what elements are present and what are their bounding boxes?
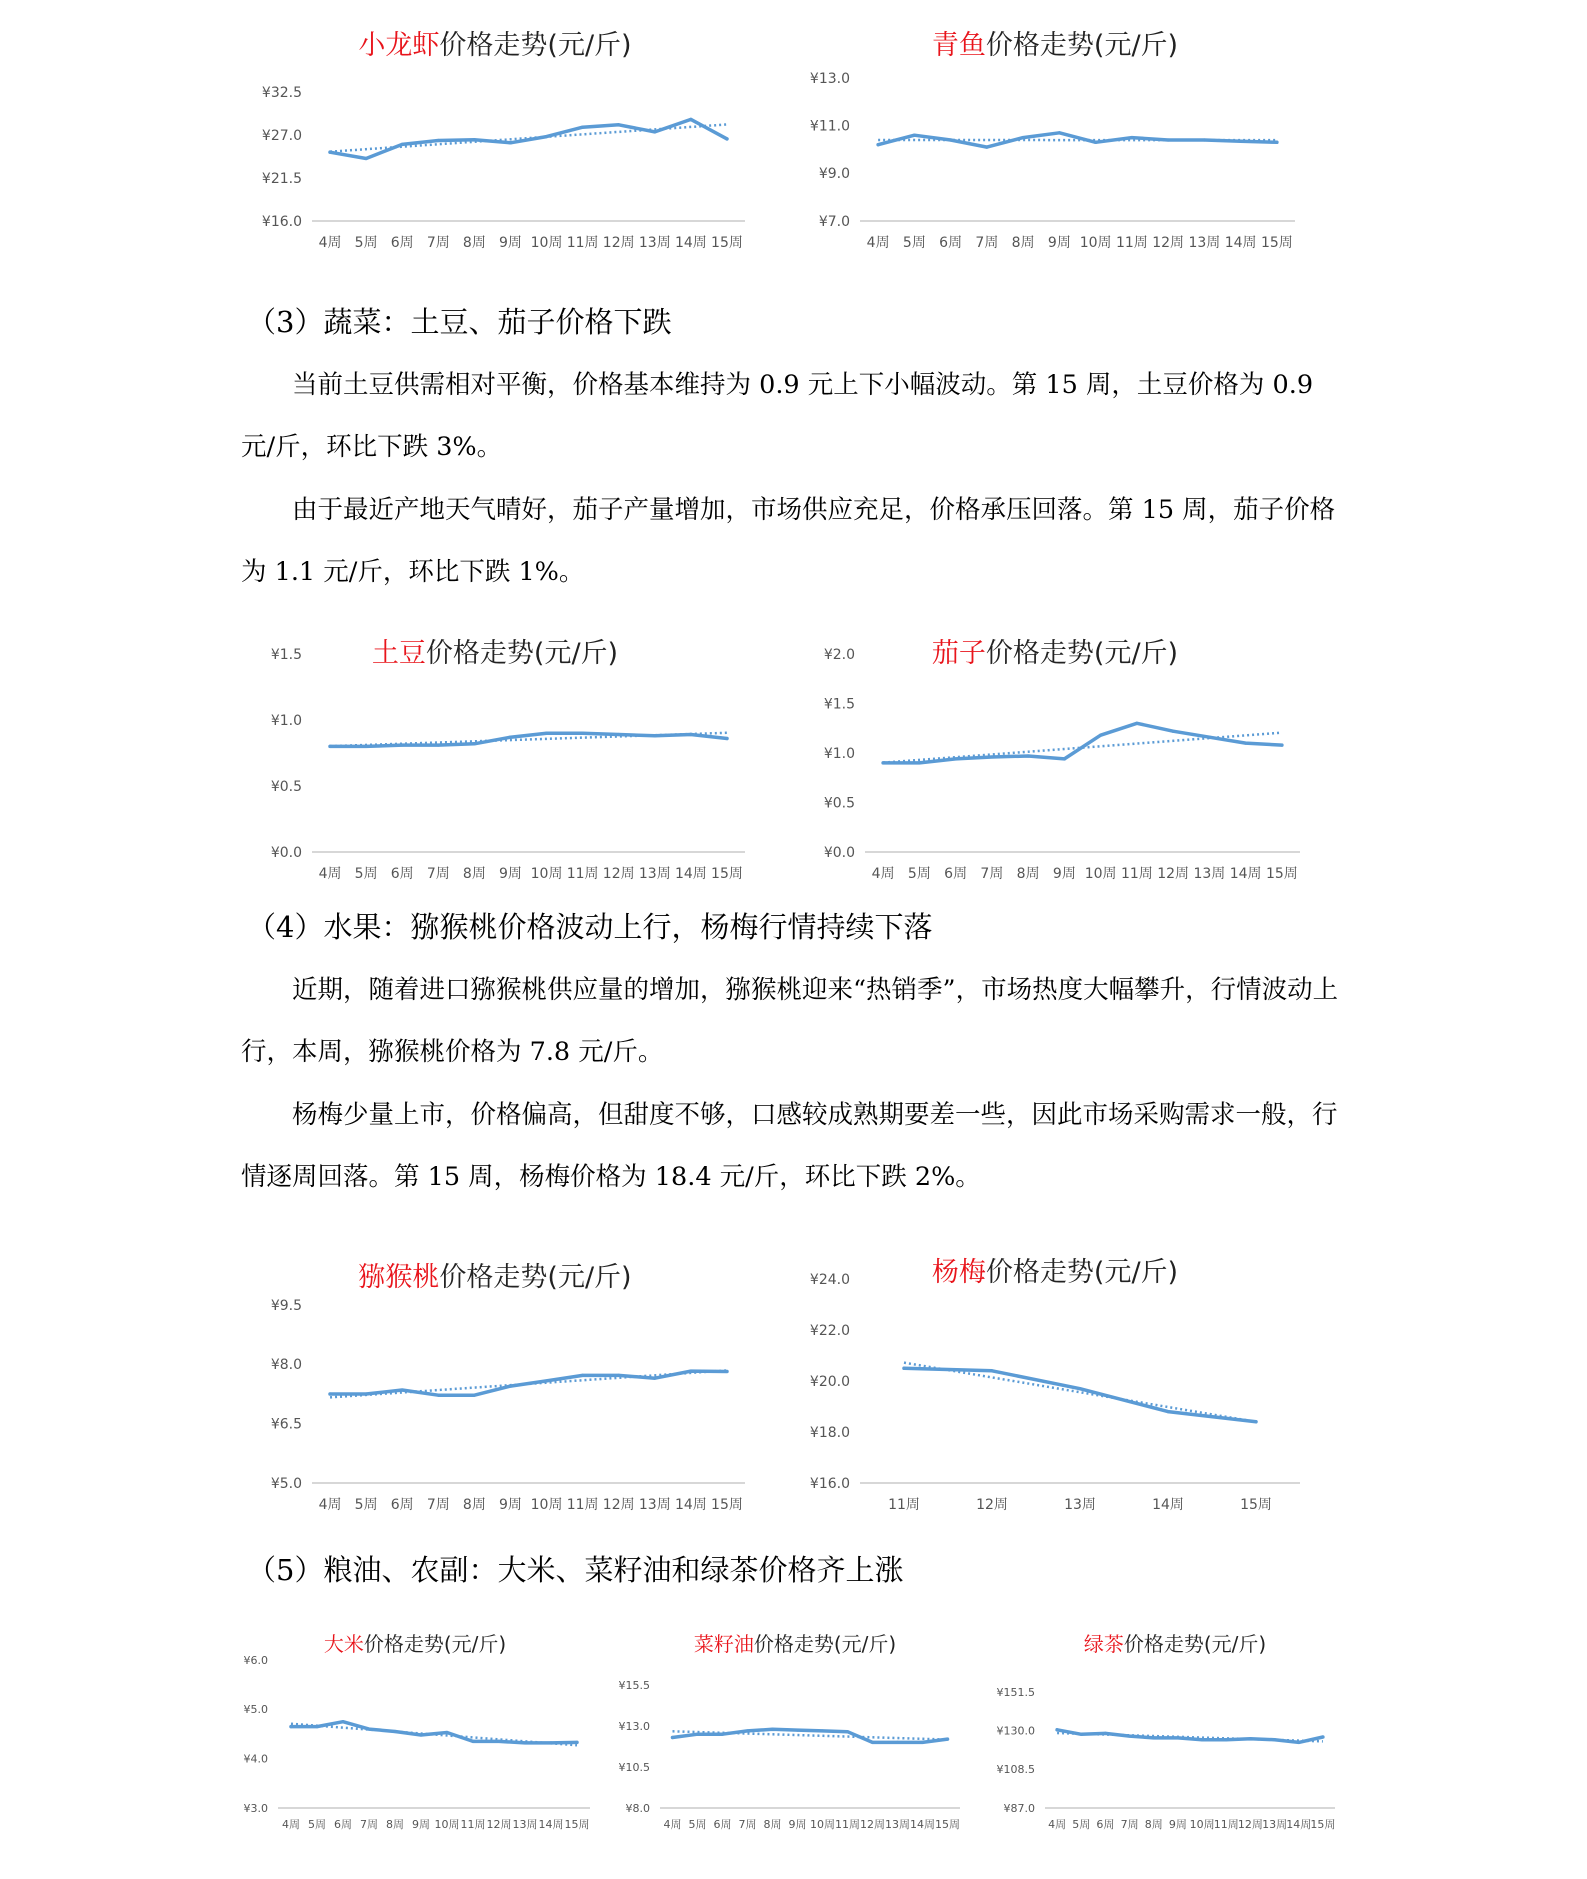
chart-title [610, 1628, 980, 1657]
x-tick-label: 14周 [910, 1818, 935, 1831]
y-tick-label: ¥2.0 [823, 646, 855, 663]
data-point [365, 1392, 368, 1395]
data-point [617, 1374, 620, 1377]
chart-title-highlight: 小龙虾 [358, 30, 440, 61]
series-line [330, 733, 727, 746]
x-tick-label: 9周 [412, 1818, 430, 1831]
x-tick-label: 14周 [538, 1818, 564, 1831]
chart-eggplant [790, 623, 1320, 893]
data-point [473, 742, 476, 745]
chart-title [230, 1255, 760, 1294]
data-point [877, 143, 880, 146]
data-point [549, 1741, 552, 1744]
data-point [725, 737, 728, 740]
data-point [1099, 734, 1102, 737]
chart-title-rest: 价格走势(元/斤) [985, 30, 1179, 61]
y-tick-label: ¥9.0 [818, 166, 850, 183]
x-tick-label: 11周 [1115, 235, 1148, 251]
y-tick-label: ¥10.5 [618, 1760, 650, 1774]
data-point [581, 732, 584, 735]
data-point [918, 761, 921, 764]
x-tick-label: 9周 [498, 866, 522, 882]
series-line [878, 133, 1277, 147]
x-tick-label: 4周 [866, 235, 890, 251]
y-tick-label: ¥1.0 [823, 745, 855, 762]
data-point [1152, 1736, 1155, 1739]
x-tick-label: 6周 [1096, 1818, 1115, 1831]
data-point [721, 1733, 724, 1736]
x-tick-label: 10周 [434, 1818, 460, 1831]
series-line [330, 1371, 727, 1395]
x-tick-label: 9周 [498, 1497, 522, 1513]
data-point [497, 1740, 500, 1743]
data-point [401, 143, 404, 146]
data-point [581, 1374, 584, 1377]
chart-title-rest: 价格走势(元/斤) [425, 638, 619, 669]
data-point [653, 734, 656, 737]
x-tick-label: 5周 [907, 866, 931, 882]
y-tick-label: ¥24.0 [809, 1271, 850, 1288]
data-point [1254, 1420, 1257, 1423]
x-tick-label: 14周 [674, 1497, 707, 1513]
x-tick-label: 4周 [871, 866, 895, 882]
data-point [473, 138, 476, 141]
x-tick-label: 11周 [1120, 866, 1153, 882]
data-point [393, 1730, 396, 1733]
series-line [330, 119, 727, 158]
x-tick-label: 15周 [1310, 1818, 1336, 1831]
x-tick-label: 13周 [638, 1497, 671, 1513]
chart-title-rest: 价格走势(元/斤) [439, 1262, 632, 1293]
y-tick-label: ¥13.0 [809, 70, 850, 87]
x-tick-label: 7周 [360, 1818, 378, 1831]
x-tick-label: 10周 [810, 1818, 835, 1831]
y-tick-label: ¥8.0 [625, 1801, 650, 1815]
x-tick-label: 8周 [462, 866, 486, 882]
y-tick-label: ¥0.5 [270, 778, 302, 795]
x-tick-label: 11周 [566, 1497, 599, 1513]
x-tick-label: 6周 [944, 866, 968, 882]
series-line [673, 1729, 948, 1742]
x-tick-label: 4周 [282, 1818, 300, 1831]
data-point [696, 1733, 699, 1736]
y-tick-label: ¥0.5 [823, 795, 855, 812]
x-tick-label: 7周 [426, 866, 450, 882]
x-tick-label: 12周 [1157, 866, 1190, 882]
y-tick-label: ¥22.0 [809, 1322, 850, 1339]
data-point [1273, 1738, 1276, 1741]
data-point [653, 1377, 656, 1380]
data-point [471, 1740, 474, 1743]
x-tick-label: 5周 [902, 235, 926, 251]
data-point [575, 1741, 578, 1744]
data-point [617, 733, 620, 736]
data-point [341, 1720, 344, 1723]
y-tick-label: ¥8.0 [270, 1357, 302, 1374]
paragraph-bayberry: 杨梅少量上市，价格偏高，但甜度不够，口感较成熟期要差一些，因此市场采购需求一般，行情逐周回落。第 15 周，杨梅价格为 18.4 元/斤，环比下跌 2%。 [241, 1100, 1338, 1192]
data-point [990, 755, 993, 758]
data-point [1022, 136, 1025, 139]
x-tick-label: 12周 [1152, 235, 1185, 251]
x-tick-label: 7周 [738, 1818, 757, 1831]
chart-title-rest: 价格走势(元/斤) [985, 1257, 1179, 1288]
x-tick-label: 5周 [354, 866, 378, 882]
data-point [1275, 141, 1278, 144]
section-heading-vegetables: （3）蔬菜：土豆、茄子价格下跌 [247, 305, 672, 339]
data-point [1203, 138, 1206, 141]
data-point [902, 1367, 905, 1370]
data-point [1280, 743, 1283, 746]
data-point [1249, 1737, 1252, 1740]
x-tick-label: 4周 [318, 235, 342, 251]
data-point [1239, 140, 1242, 143]
x-tick-label: 13周 [1064, 1497, 1096, 1513]
x-tick-label: 13周 [638, 866, 671, 882]
x-tick-label: 10周 [1189, 1818, 1215, 1831]
x-tick-label: 5周 [1072, 1818, 1091, 1831]
chart-crayfish [230, 15, 760, 285]
data-point [365, 157, 368, 160]
x-tick-label: 10周 [1084, 866, 1117, 882]
data-point [1172, 730, 1175, 733]
data-point [871, 1741, 874, 1744]
x-tick-label: 13周 [512, 1818, 538, 1831]
x-tick-label: 6周 [390, 235, 414, 251]
data-point [419, 1733, 422, 1736]
y-tick-label: ¥151.5 [996, 1685, 1035, 1699]
data-point [365, 745, 368, 748]
x-tick-label: 9周 [498, 235, 522, 251]
y-tick-label: ¥9.5 [270, 1297, 302, 1314]
chart-title-highlight: 菜籽油 [693, 1632, 754, 1656]
x-tick-label: 15周 [1240, 1497, 1272, 1513]
data-point [1200, 1738, 1203, 1741]
x-tick-label: 14周 [674, 866, 707, 882]
x-tick-label: 9周 [1168, 1818, 1187, 1831]
x-tick-label: 5周 [354, 235, 378, 251]
y-tick-label: ¥1.5 [823, 696, 855, 713]
data-point [1078, 1387, 1081, 1390]
data-point [1094, 141, 1097, 144]
data-point [509, 141, 512, 144]
y-tick-label: ¥6.0 [243, 1653, 268, 1667]
y-tick-label: ¥1.0 [270, 712, 302, 729]
y-tick-label: ¥6.5 [270, 1416, 302, 1433]
x-tick-label: 6周 [713, 1818, 732, 1831]
data-point [985, 146, 988, 149]
data-point [946, 1738, 949, 1741]
x-tick-label: 11周 [566, 866, 599, 882]
chart-rapeseed [610, 1620, 980, 1845]
x-tick-label: 12周 [602, 1497, 635, 1513]
data-point [509, 736, 512, 739]
chart-title-highlight: 杨梅 [931, 1257, 986, 1288]
data-point [289, 1725, 292, 1728]
y-tick-label: ¥13.0 [618, 1719, 650, 1733]
x-tick-label: 14周 [1224, 235, 1257, 251]
data-point [1244, 742, 1247, 745]
y-tick-label: ¥5.0 [270, 1475, 302, 1492]
paragraph-potato: 当前土豆供需相对平衡，价格基本维持为 0.9 元上下小幅波动。第 15 周，土豆价格为 0.9 元/斤，环比下跌 3%。 [241, 370, 1314, 462]
y-tick-label: ¥32.5 [261, 84, 302, 101]
data-point [821, 1729, 824, 1732]
x-tick-label: 4周 [1048, 1818, 1067, 1831]
data-point [689, 1369, 692, 1372]
x-tick-label: 15周 [564, 1818, 590, 1831]
x-tick-label: 13周 [638, 235, 671, 251]
y-tick-label: ¥16.0 [809, 1475, 850, 1492]
data-point [545, 732, 548, 735]
data-point [689, 118, 692, 121]
x-tick-label: 10周 [530, 866, 563, 882]
data-point [367, 1727, 370, 1730]
data-point [896, 1741, 899, 1744]
x-tick-label: 14周 [1286, 1818, 1312, 1831]
y-tick-label: ¥11.0 [809, 118, 850, 135]
x-tick-label: 5周 [354, 1497, 378, 1513]
x-tick-label: 13周 [1193, 866, 1226, 882]
data-point [1027, 754, 1030, 757]
data-point [1080, 1733, 1083, 1736]
x-tick-label: 12周 [860, 1818, 885, 1831]
x-tick-label: 4周 [318, 1497, 342, 1513]
data-point [523, 1741, 526, 1744]
data-point [796, 1729, 799, 1732]
data-point [1208, 736, 1211, 739]
data-point [913, 134, 916, 137]
x-tick-label: 8周 [1016, 866, 1040, 882]
chart-bayberry [790, 1245, 1320, 1525]
x-tick-label: 15周 [711, 866, 743, 882]
data-point [315, 1725, 318, 1728]
data-point [1055, 1728, 1058, 1731]
y-tick-label: ¥87.0 [1003, 1801, 1035, 1815]
x-tick-label: 9周 [1047, 235, 1071, 251]
data-point [882, 761, 885, 764]
x-tick-label: 9周 [788, 1818, 807, 1831]
data-point [401, 1388, 404, 1391]
data-point [401, 743, 404, 746]
x-tick-label: 15周 [1265, 866, 1298, 882]
data-point [545, 135, 548, 138]
data-point [725, 1370, 728, 1373]
chart-title-highlight: 大米 [323, 1632, 364, 1656]
chart-title [990, 1628, 1360, 1657]
chart-title-highlight: 土豆 [371, 638, 426, 669]
x-tick-label: 5周 [688, 1818, 707, 1831]
data-point [921, 1741, 924, 1744]
x-tick-label: 11周 [566, 235, 599, 251]
x-tick-label: 6周 [390, 1497, 414, 1513]
x-tick-label: 8周 [462, 235, 486, 251]
chart-title-rest: 价格走势(元/斤) [439, 30, 632, 61]
x-tick-label: 12周 [976, 1497, 1008, 1513]
data-point [1130, 136, 1133, 139]
y-tick-label: ¥20.0 [809, 1373, 850, 1390]
x-tick-label: 14周 [1152, 1497, 1184, 1513]
data-point [1128, 1734, 1131, 1737]
x-tick-label: 13周 [1262, 1818, 1288, 1831]
data-point [437, 139, 440, 142]
x-tick-label: 15周 [1260, 235, 1293, 251]
series-line [291, 1722, 577, 1743]
y-tick-label: ¥15.5 [618, 1678, 650, 1692]
data-point [1167, 138, 1170, 141]
y-tick-label: ¥18.0 [809, 1424, 850, 1441]
series-line [904, 1368, 1256, 1422]
x-tick-label: 7周 [426, 1497, 450, 1513]
x-tick-label: 9周 [1052, 866, 1076, 882]
data-point [653, 130, 656, 133]
data-point [509, 1384, 512, 1387]
data-point [1135, 722, 1138, 725]
series-line [1057, 1730, 1323, 1743]
chart-title [790, 631, 1320, 670]
data-point [725, 137, 728, 140]
chart-rice [230, 1620, 600, 1845]
y-tick-label: ¥4.0 [243, 1752, 268, 1766]
x-tick-label: 12周 [602, 866, 635, 882]
chart-title [230, 23, 760, 62]
x-tick-label: 5周 [308, 1818, 326, 1831]
x-tick-label: 6周 [334, 1818, 352, 1831]
x-tick-label: 4周 [663, 1818, 682, 1831]
x-tick-label: 13周 [885, 1818, 910, 1831]
y-tick-label: ¥21.5 [261, 170, 302, 187]
data-point [328, 745, 331, 748]
chart-title-highlight: 猕猴桃 [358, 1262, 440, 1293]
chart-potato [230, 623, 760, 893]
chart-title-highlight: 青鱼 [931, 30, 986, 61]
x-tick-label: 14周 [1229, 866, 1262, 882]
chart-title-rest: 价格走势(元/斤) [985, 638, 1179, 669]
x-tick-label: 7周 [1120, 1818, 1139, 1831]
y-tick-label: ¥0.0 [270, 844, 302, 861]
data-point [1166, 1410, 1169, 1413]
x-tick-label: 10周 [530, 235, 563, 251]
chart-title [230, 1628, 600, 1657]
data-point [1297, 1741, 1300, 1744]
y-tick-label: ¥0.0 [823, 844, 855, 861]
x-tick-label: 8周 [462, 1497, 486, 1513]
data-point [1176, 1736, 1179, 1739]
data-point [846, 1730, 849, 1733]
x-tick-label: 13周 [1188, 235, 1221, 251]
chart-title [790, 23, 1320, 62]
data-point [1104, 1732, 1107, 1735]
data-point [949, 138, 952, 141]
data-point [437, 743, 440, 746]
data-point [671, 1736, 674, 1739]
x-tick-label: 8周 [386, 1818, 404, 1831]
chart-title-rest: 价格走势(元/斤) [1123, 1632, 1267, 1656]
data-point [581, 126, 584, 129]
chart-title-highlight: 绿茶 [1083, 1632, 1124, 1656]
data-point [437, 1394, 440, 1397]
data-point [1063, 757, 1066, 760]
x-tick-label: 12周 [1237, 1818, 1263, 1831]
x-tick-label: 11周 [460, 1818, 486, 1831]
data-point [328, 151, 331, 154]
x-tick-label: 11周 [835, 1818, 860, 1831]
y-tick-label: ¥1.5 [270, 646, 302, 663]
data-point [445, 1731, 448, 1734]
y-tick-label: ¥130.0 [996, 1724, 1035, 1738]
x-tick-label: 8周 [763, 1818, 782, 1831]
section-heading-fruits: （4）水果：猕猴桃价格波动上行，杨梅行情持续下落 [247, 910, 933, 944]
chart-bluefish [790, 15, 1320, 285]
x-tick-label: 7周 [980, 866, 1004, 882]
y-tick-label: ¥27.0 [261, 127, 302, 144]
x-tick-label: 4周 [318, 866, 342, 882]
x-tick-label: 10周 [530, 1497, 563, 1513]
data-point [1321, 1735, 1324, 1738]
y-tick-label: ¥16.0 [261, 213, 302, 230]
y-tick-label: ¥5.0 [243, 1703, 268, 1717]
y-tick-label: ¥3.0 [243, 1801, 268, 1815]
x-tick-label: 12周 [602, 235, 635, 251]
x-tick-label: 8周 [1011, 235, 1035, 251]
y-tick-label: ¥7.0 [818, 213, 850, 230]
data-point [617, 123, 620, 126]
data-point [990, 1369, 993, 1372]
data-point [954, 757, 957, 760]
chart-kiwi [230, 1245, 760, 1525]
x-tick-label: 15周 [711, 235, 743, 251]
x-tick-label: 7周 [975, 235, 999, 251]
data-point [1058, 131, 1061, 134]
data-point [689, 733, 692, 736]
paragraph-eggplant: 由于最近产地天气晴好，茄子产量增加，市场供应充足，价格承压回落。第 15 周，茄子价格为 1.1 元/斤，环比下跌 1%。 [241, 495, 1336, 587]
chart-greentea [990, 1620, 1360, 1845]
x-tick-label: 10周 [1079, 235, 1112, 251]
x-tick-label: 11周 [888, 1497, 920, 1513]
x-tick-label: 8周 [1144, 1818, 1163, 1831]
paragraph-kiwi: 近期，随着进口猕猴桃供应量的增加，猕猴桃迎来“热销季”，市场热度大幅攀升，行情波动上行，本周，猕猴桃价格为 7.8 元/斤。 [241, 975, 1339, 1067]
data-point [328, 1392, 331, 1395]
data-point [473, 1394, 476, 1397]
x-tick-label: 12周 [486, 1818, 512, 1831]
data-point [771, 1728, 774, 1731]
chart-title [790, 1250, 1320, 1289]
x-tick-label: 6周 [390, 866, 414, 882]
chart-title [230, 631, 760, 670]
x-tick-label: 15周 [935, 1818, 960, 1831]
chart-title-highlight: 茄子 [931, 638, 986, 669]
data-point [545, 1379, 548, 1382]
data-point [1225, 1738, 1228, 1741]
section-heading-grain-oil: （5）粮油、农副：大米、菜籽油和绿茶价格齐上涨 [247, 1553, 904, 1587]
x-tick-label: 7周 [426, 235, 450, 251]
x-tick-label: 15周 [711, 1497, 743, 1513]
chart-title-rest: 价格走势(元/斤) [363, 1632, 507, 1656]
data-point [746, 1729, 749, 1732]
x-tick-label: 6周 [939, 235, 963, 251]
x-tick-label: 14周 [674, 235, 707, 251]
x-tick-label: 11周 [1213, 1818, 1239, 1831]
chart-title-rest: 价格走势(元/斤) [753, 1632, 897, 1656]
y-tick-label: ¥108.5 [996, 1763, 1035, 1777]
